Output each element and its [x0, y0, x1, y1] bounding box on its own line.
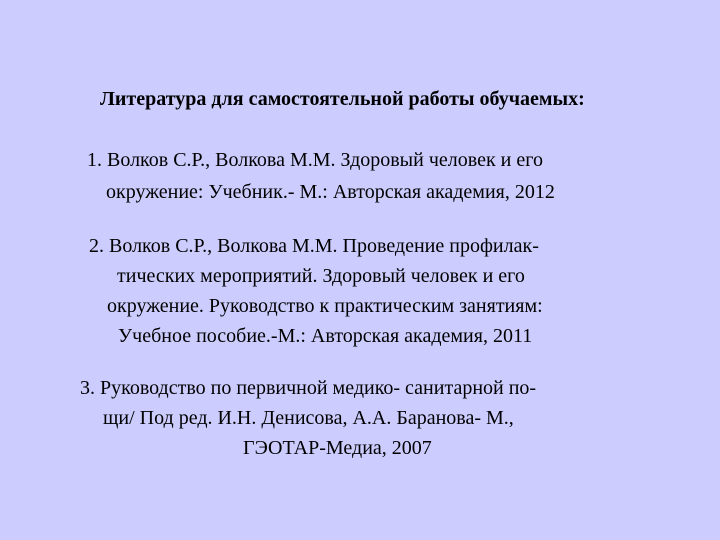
reference-3-line-1: 3. Руководство по первичной медико- санитарной по- [80, 377, 537, 399]
reference-1-line-1: 1. Волков С.Р., Волкова М.М. Здоровый человек и его [87, 149, 543, 171]
reference-3-line-2: щи/ Под ред. И.Н. Денисова, А.А. Баранова- М., [103, 407, 514, 429]
reference-1-line-2: окружение: Учебник.- М.: Авторская академия, 2012 [106, 181, 555, 203]
reference-3-line-3: ГЭОТАР-Медиа, 2007 [243, 437, 432, 459]
reference-2-line-2: тических мероприятий. Здоровый человек и его [117, 265, 525, 287]
reference-2-line-4: Учебное пособие.-М.: Авторская академия, 2011 [118, 325, 533, 347]
reference-2-line-1: 2. Волков С.Р., Волкова М.М. Проведение профилак- [89, 235, 539, 257]
slide-title: Литература для самостоятельной работы обучаемых: [100, 88, 585, 110]
reference-2-line-3: окружение. Руководство к практическим занятиям: [107, 295, 543, 317]
